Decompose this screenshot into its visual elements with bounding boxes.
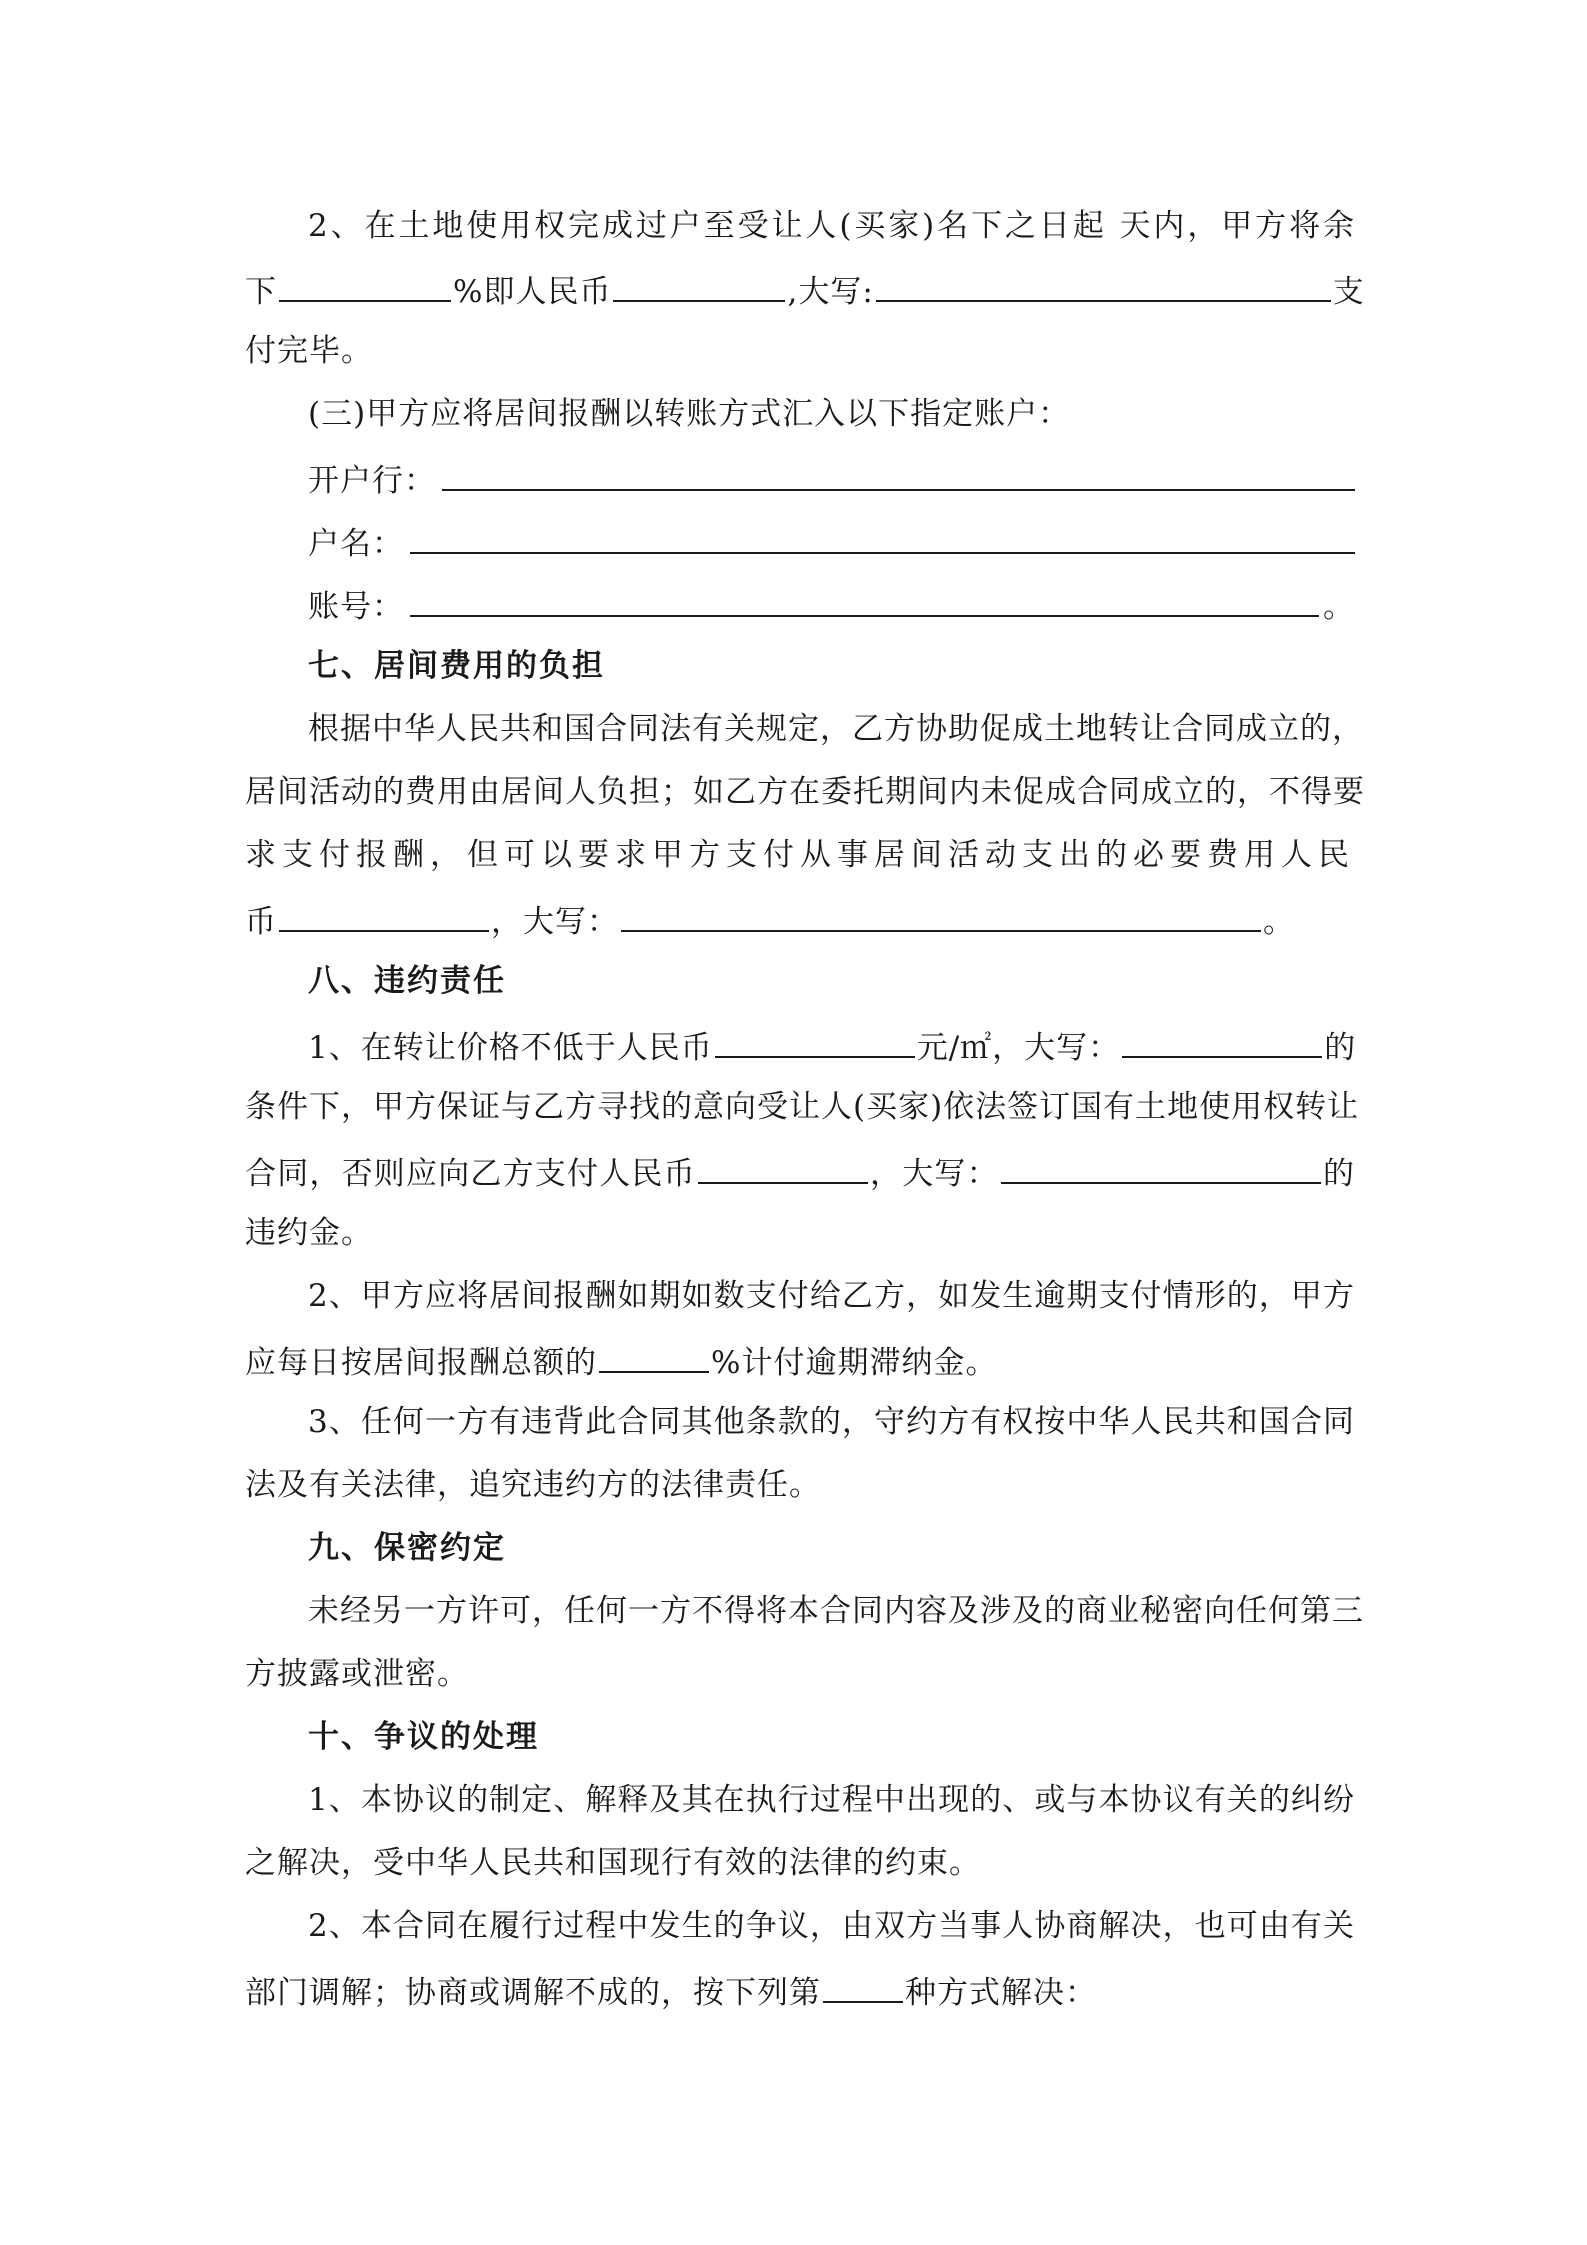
paragraph-line	[245, 1969, 1355, 2009]
blank-field	[715, 1024, 915, 1058]
heading-text: 七、居间费用的负担	[308, 648, 605, 684]
paragraph-line	[308, 1276, 1355, 1316]
text: %即人民币	[453, 274, 612, 310]
heading-text: 十、争议的处理	[308, 1719, 539, 1755]
paragraph-line	[245, 331, 1355, 371]
text: (三)甲方应将居间报酬以转账方式汇入以下指定账户：	[308, 396, 1071, 432]
blank-field	[621, 898, 1261, 932]
paragraph-line	[245, 1150, 1355, 1190]
paragraph-line	[308, 1906, 1355, 1946]
text: ,大写:	[787, 274, 874, 310]
paragraph-line	[245, 1843, 1355, 1883]
paragraph-line	[245, 898, 1355, 938]
text: ，大写：	[869, 1156, 999, 1192]
text: 合同，否则应向乙方支付人民币	[245, 1156, 696, 1192]
text: 1、本协议的制定、解释及其在执行过程中出现的、或与本协议有关的纠纷	[308, 1782, 1355, 1818]
text: 之解决，受中华人民共和国现行有效的法律的约束。	[245, 1845, 981, 1881]
label: 开户行：	[308, 463, 436, 499]
text: 2、本合同在履行过程中发生的争议，由双方当事人协商解决，也可由有关	[308, 1908, 1355, 1944]
text: 1、在转让价格不低于人民币	[308, 1030, 713, 1066]
text: 。	[1323, 589, 1355, 625]
blank-field	[599, 1339, 709, 1373]
heading-text: 八、违约责任	[308, 963, 506, 999]
blank-field	[1001, 1150, 1321, 1184]
text: 方披露或泄密。	[245, 1656, 469, 1692]
text: 2、甲方应将居间报酬如期如数支付给乙方，如发生逾期支付情形的，甲方	[308, 1278, 1355, 1314]
blank-field	[442, 457, 1355, 491]
paragraph-line	[245, 835, 1355, 875]
paragraph-line	[245, 1465, 1355, 1505]
section-heading	[308, 646, 1355, 686]
paragraph-line	[308, 1024, 1355, 1064]
section-heading	[308, 961, 1355, 1001]
heading-text: 九、保密约定	[308, 1530, 506, 1566]
text: %计付逾期滞纳金。	[711, 1345, 998, 1381]
text: 付完毕。	[245, 333, 373, 369]
text: ，大写：	[491, 904, 619, 940]
text: 居间活动的费用由居间人负担；如乙方在委托期间内未促成合同成立的，不得要	[245, 774, 1365, 810]
paragraph-line	[245, 772, 1365, 812]
paragraph-line	[308, 1780, 1355, 1820]
paragraph-line	[245, 1339, 1355, 1379]
paragraph-line	[245, 268, 1365, 310]
paragraph-line	[308, 1402, 1355, 1442]
text: 部门调解；协商或调解不成的，按下列第	[245, 1975, 821, 2011]
paragraph-line	[308, 709, 1364, 749]
paragraph-line	[245, 1087, 1360, 1127]
paragraph-line	[245, 1654, 1355, 1694]
account-name-line	[308, 520, 1355, 560]
blank-field	[1122, 1024, 1322, 1058]
text: 2、在土地使用权完成过户至受让人(买家)名下之日起 天内，甲方将余	[308, 208, 1355, 244]
blank-field	[698, 1150, 868, 1184]
blank-field	[279, 898, 489, 932]
text: 违约金。	[245, 1215, 373, 1251]
blank-field	[279, 268, 451, 302]
text: 的	[1324, 1030, 1357, 1066]
account-number-line	[308, 583, 1355, 623]
blank-field	[613, 268, 785, 302]
text: 的	[1322, 1156, 1356, 1192]
section-heading	[308, 1717, 1355, 1757]
text: 未经另一方许可，任何一方不得将本合同内容及涉及的商业秘密向任何第三	[308, 1593, 1364, 1629]
label: 账号：	[308, 589, 404, 625]
blank-field	[876, 268, 1331, 302]
section-heading	[308, 1528, 1355, 1568]
blank-field	[410, 520, 1355, 554]
text: 下	[245, 274, 277, 310]
text: 求支付报酬，但可以要求甲方支付从事居间活动支出的必要费用人民	[245, 837, 1355, 873]
text: 种方式解决：	[905, 1975, 1097, 2011]
text: 3、任何一方有违背此合同其他条款的，守约方有权按中华人民共和国合同	[308, 1404, 1355, 1440]
bank-name-line	[308, 457, 1355, 497]
text: 元/㎡，大写：	[916, 1030, 1121, 1066]
blank-field	[410, 583, 1319, 617]
text: 法及有关法律，追究违约方的法律责任。	[245, 1467, 821, 1503]
text: 条件下，甲方保证与乙方寻找的意向受让人(买家)依法签订国有土地使用权转让	[245, 1089, 1360, 1125]
text: 币	[245, 904, 277, 940]
paragraph-line	[245, 1213, 1355, 1253]
text: 支	[1332, 274, 1365, 310]
paragraph-line	[308, 394, 1355, 434]
blank-field	[823, 1969, 903, 2003]
text: 根据中华人民共和国合同法有关规定，乙方协助促成土地转让合同成立的，	[308, 711, 1364, 747]
paragraph-line	[308, 206, 1355, 246]
label: 户名：	[308, 526, 404, 562]
text: 。	[1263, 904, 1295, 940]
text: 应每日按居间报酬总额的	[245, 1345, 597, 1381]
paragraph-line	[308, 1591, 1364, 1631]
